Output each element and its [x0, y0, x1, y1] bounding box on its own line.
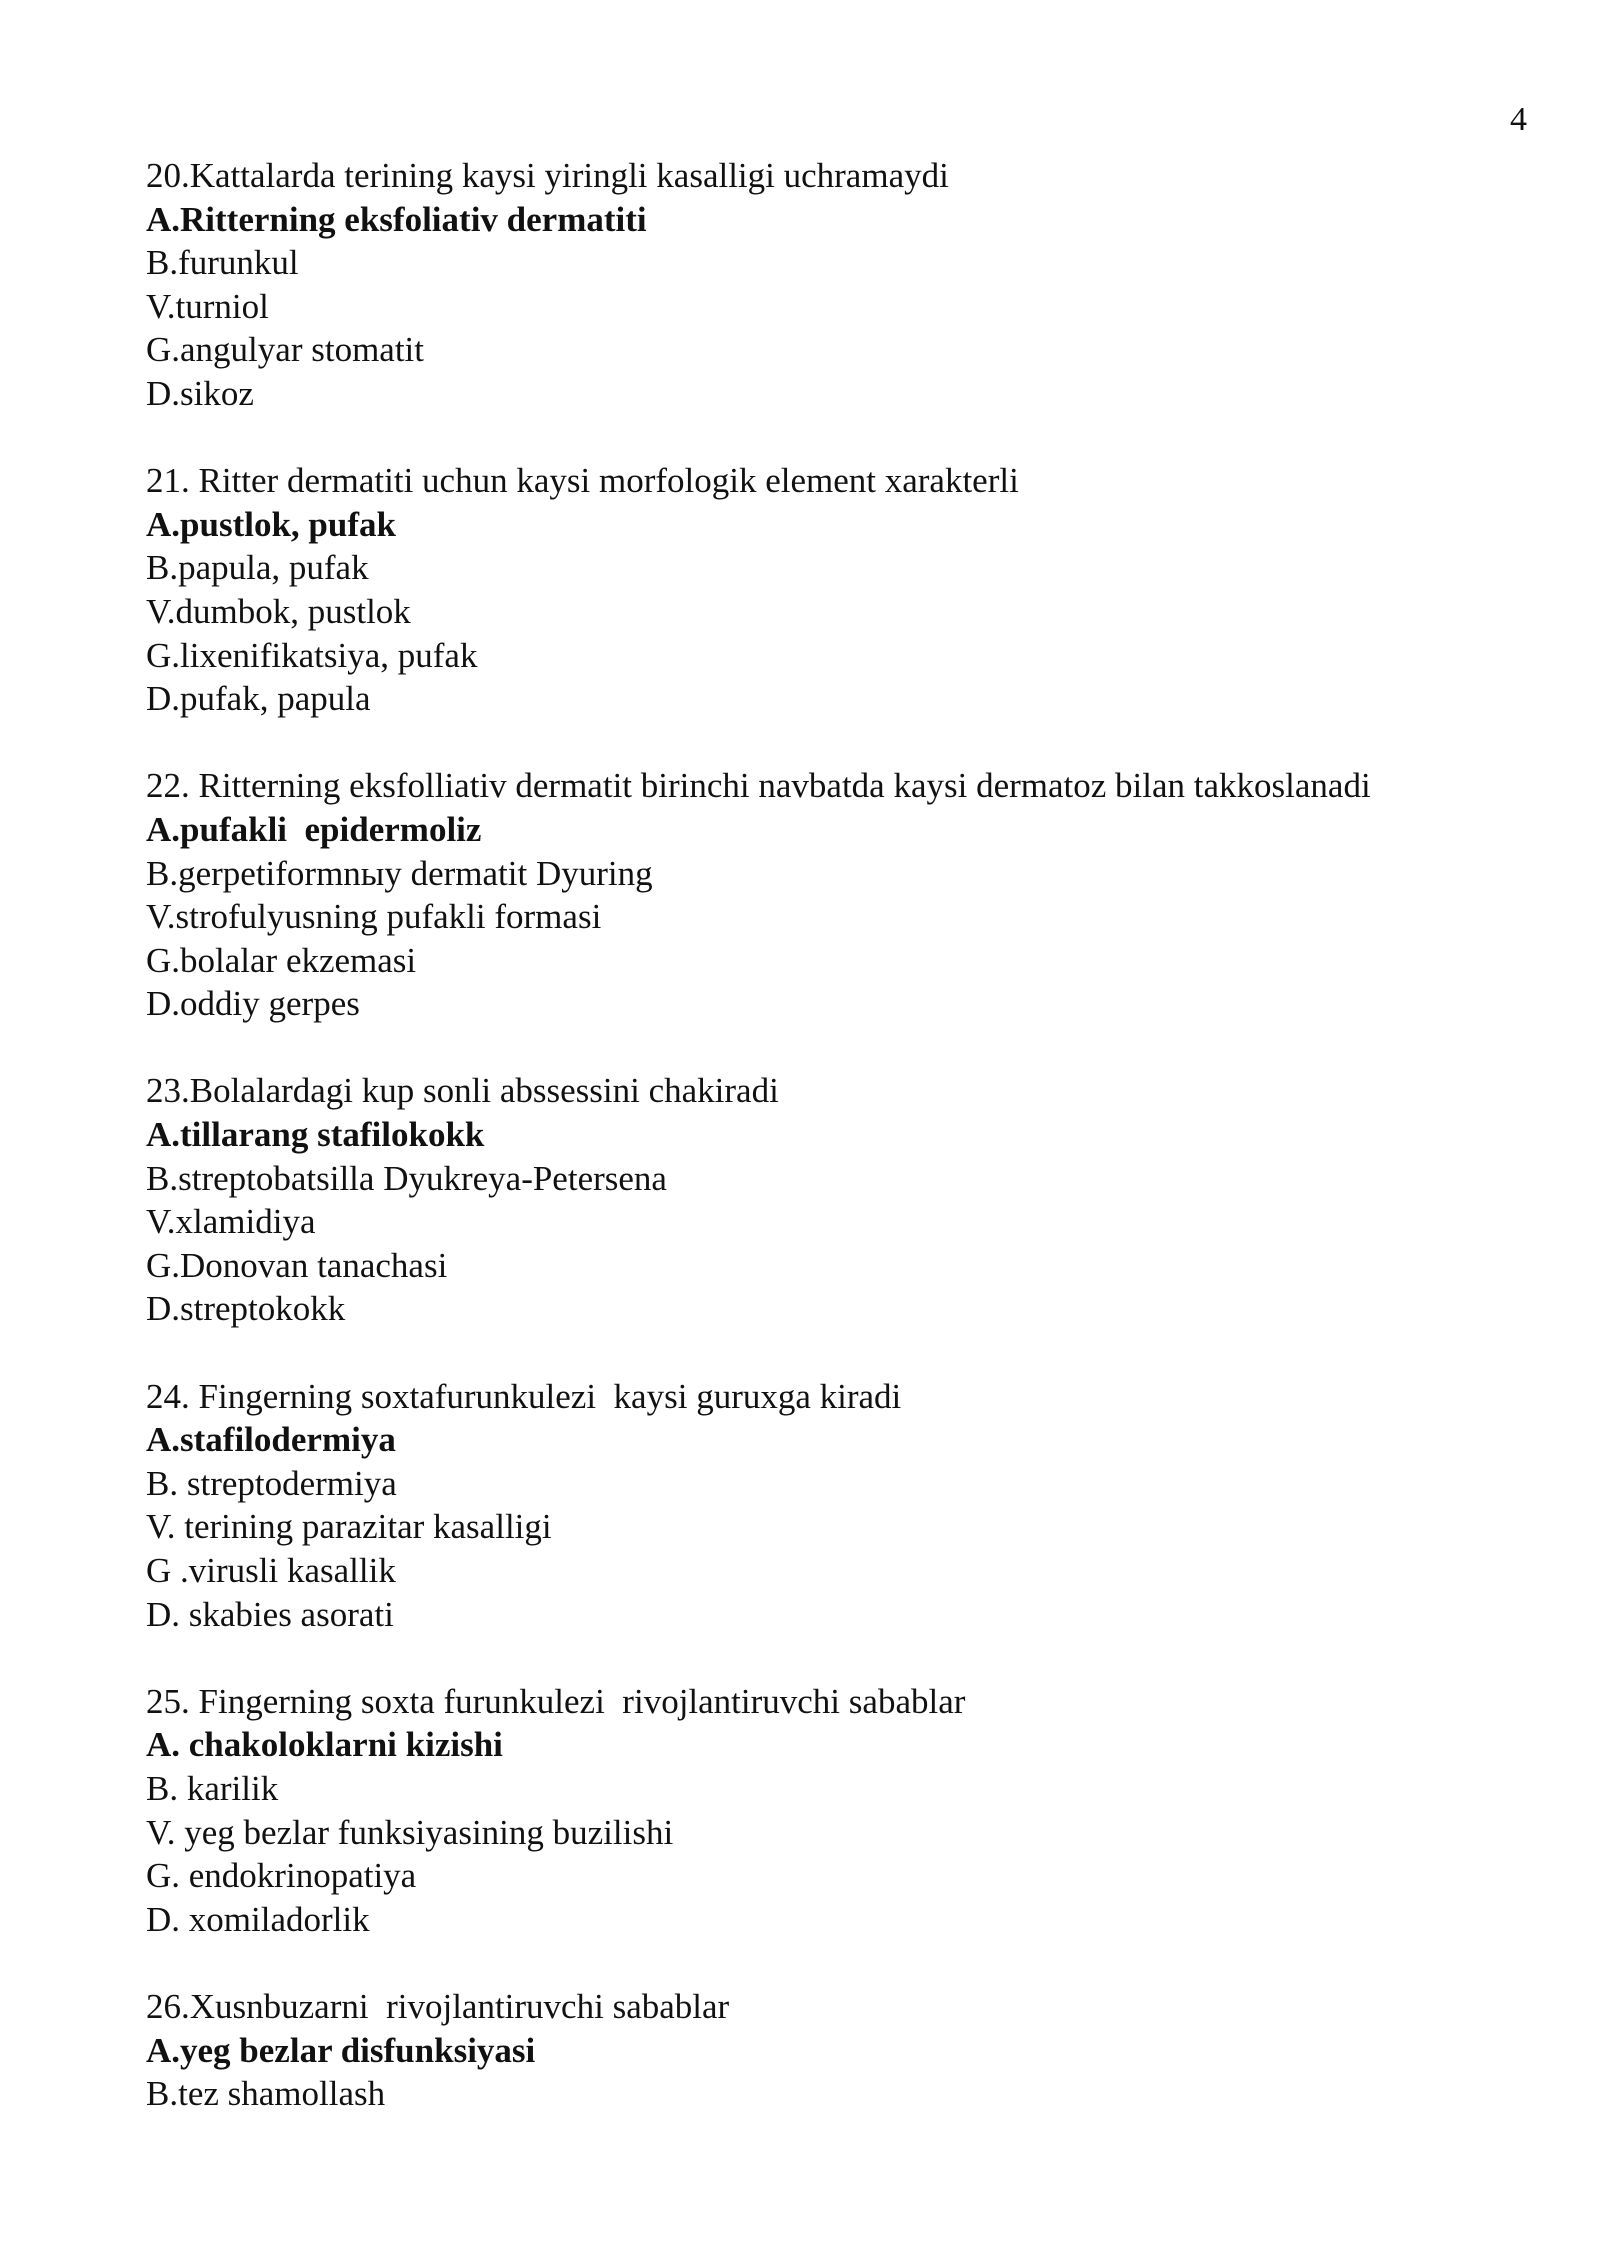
question-23 — [146, 1069, 1546, 1331]
option-a-correct: A.pufakli epidermoliz — [146, 809, 482, 849]
option-g: G.lixenifikatsiya, pufak — [146, 635, 478, 675]
question-24 — [146, 1375, 1546, 1637]
option-d: D. skabies asorati — [146, 1594, 394, 1634]
option-v: V.turniol — [146, 286, 269, 326]
option-g: G.Donovan tanachasi — [146, 1245, 448, 1285]
option-a-correct: A. chakoloklarni kizishi — [146, 1725, 503, 1765]
option-g: G.bolalar ekzemasi — [146, 940, 417, 980]
option-v: V. yeg bezlar funksiyasining buzilishi — [146, 1812, 674, 1852]
option-b: B.tez shamollash — [146, 2074, 386, 2114]
option-v: V. terining parazitar kasalligi — [146, 1507, 552, 1547]
option-v: V.strofulyusning pufakli formasi — [146, 897, 602, 937]
option-b: B.papula, pufak — [146, 548, 369, 588]
question-stem: 22. Ritterning eksfolliativ dermatit birinchi navbatda kaysi dermatoz bilan takkoslanadi — [146, 766, 1371, 806]
option-b: B.gerpetiformnыy dermatit Dyuring — [146, 853, 653, 893]
question-stem: 24. Fingerning soxtafurunkulezi kaysi guruxga kiradi — [146, 1376, 902, 1416]
option-a-correct: A.Ritterning eksfoliativ dermatiti — [146, 199, 647, 239]
option-b: B.furunkul — [146, 243, 299, 283]
option-b: B.streptobatsilla Dyukreya-Petersena — [146, 1158, 667, 1198]
option-g: G .virusli kasallik — [146, 1551, 396, 1590]
option-g: G. endokrinopatiya — [146, 1856, 417, 1896]
question-stem: 21. Ritter dermatiti uchun kaysi morfologik element xarakterli — [146, 461, 1019, 501]
option-a-correct: A.tillarang stafilokokk — [146, 1115, 485, 1155]
option-d: D.sikoz — [146, 373, 254, 413]
option-d: D.streptokokk — [146, 1289, 346, 1329]
option-g: G.angulyar stomatit — [146, 330, 425, 370]
question-stem: 25. Fingerning soxta furunkulezi rivojlantiruvchi sabablar — [146, 1681, 966, 1721]
option-a-correct: A.pustlok, pufak — [146, 504, 396, 544]
question-21 — [146, 459, 1546, 721]
option-a-correct: A.stafilodermiya — [146, 1420, 396, 1460]
option-v: V.dumbok, pustlok — [146, 591, 411, 631]
question-26 — [146, 1985, 1546, 2116]
option-d: D.oddiy gerpes — [146, 984, 360, 1024]
question-20 — [146, 154, 1546, 416]
option-b: B. karilik — [146, 1768, 279, 1808]
question-stem: 23.Bolalardagi kup sonli abssessini chakiradi — [146, 1071, 779, 1111]
page-number: 4 — [1510, 101, 1527, 138]
option-b: B. streptodermiya — [146, 1463, 397, 1503]
question-25 — [146, 1680, 1546, 1942]
question-22 — [146, 764, 1546, 1026]
option-d: D. xomiladorlik — [146, 1899, 370, 1939]
question-stem: 26.Xusnbuzarni rivojlantiruvchi sabablar — [146, 1986, 730, 2026]
option-v: V.xlamidiya — [146, 1202, 316, 1242]
question-list — [146, 154, 1546, 2159]
question-stem: 20.Kattalarda terining kaysi yiringli kasalligi uchramaydi — [146, 156, 949, 195]
option-d: D.pufak, papula — [146, 679, 371, 719]
option-a-correct: A.yeg bezlar disfunksiyasi — [146, 2030, 536, 2070]
